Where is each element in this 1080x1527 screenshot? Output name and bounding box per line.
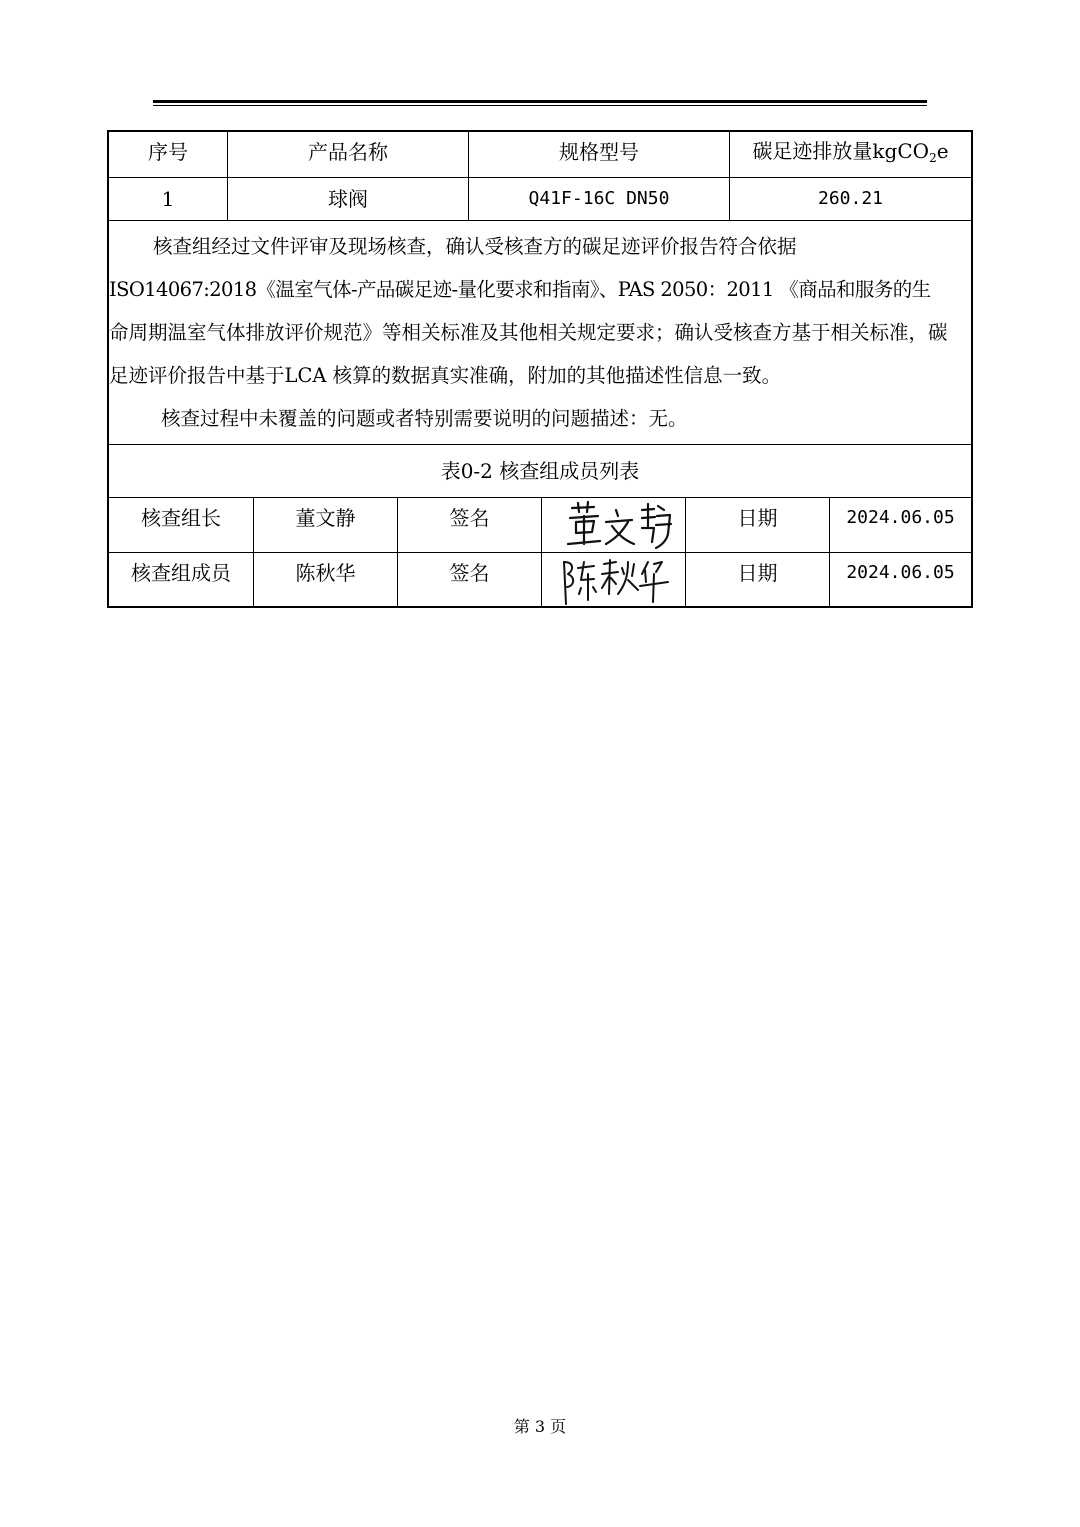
member-row-2-role [109, 553, 253, 593]
member-row-2-role-text: 核查组成员 [131, 561, 231, 585]
member-row-1-name-text: 董文静 [295, 506, 356, 530]
row-model [469, 178, 729, 220]
page-number: 第 3 页 [513, 1417, 567, 1436]
header-emission-subscript: 2 [929, 150, 937, 165]
conclusion-line-4-text: 足迹评价报告中基于LCA 核算的数据真实准确，附加的其他描述性信息一致。 [109, 364, 782, 387]
row-emission-text: 260.21 [817, 188, 884, 209]
header-rule [153, 100, 927, 107]
member-row-1-date [830, 498, 971, 538]
conclusion-line-2 [109, 268, 971, 311]
conclusion-line-5 [109, 397, 971, 440]
member-row-1-date-label [686, 498, 829, 538]
conclusion-line-3-text: 命周期温室气体排放评价规范》等相关标准及其他相关规定要求；确认受核查方基于相关标准，碳 [109, 321, 948, 344]
member-row-1-date-text: 2024.06.05 [846, 507, 955, 528]
header-index [109, 132, 227, 172]
member-row-1-role-text: 核查组长 [141, 506, 221, 530]
signature-chen-qiuhua [554, 554, 674, 608]
verification-table [107, 130, 973, 608]
row-emission [730, 178, 971, 220]
conclusion-line-3 [109, 311, 971, 354]
member-row-2-date-label-text: 日期 [737, 561, 778, 585]
header-emission-main: 碳足迹排放量kgCO [752, 138, 930, 163]
conclusion-line-4 [109, 354, 971, 397]
member-row-1-signature [542, 498, 685, 552]
conclusion-line-2-text: ISO14067:2018《温室气体-产品碳足迹-量化要求和指南》、PAS 2050：2011 《商品和服务的生 [109, 278, 931, 301]
header-model-text: 规格型号 [559, 140, 639, 164]
signature-dong-wenjing [554, 498, 674, 552]
conclusion-line-1-text: 核查组经过文件评审及现场核查，确认受核查方的碳足迹评价报告符合依据 [153, 235, 797, 258]
table1-bottom-divider [109, 220, 971, 221]
header-product-name [228, 132, 468, 172]
member-row-2-sign-label-text: 签名 [449, 561, 490, 585]
row-model-text: Q41F-16C DN50 [528, 188, 670, 209]
header-product-name-text: 产品名称 [308, 140, 388, 164]
member-row-1-date-label-text: 日期 [737, 506, 778, 530]
header-emission-tail: e [936, 138, 949, 163]
member-row-2-name-text: 陈秋华 [295, 561, 356, 585]
table2-caption [109, 445, 971, 497]
row-index [109, 178, 227, 220]
header-index-text: 序号 [148, 140, 188, 164]
member-row-2-date-text: 2024.06.05 [846, 562, 955, 583]
row-index-text: 1 [161, 187, 175, 211]
row-product-name [228, 178, 468, 220]
header-model [469, 132, 729, 172]
member-row-1-sign-label-text: 签名 [449, 506, 490, 530]
conclusion-line-1 [109, 225, 971, 268]
member-row-1-sign-label [398, 498, 541, 538]
header-emission [730, 132, 971, 172]
member-row-2-date-label [686, 553, 829, 593]
member-row-2-signature [542, 553, 685, 608]
member-row-2-sign-label [398, 553, 541, 593]
header-rule-thick [153, 100, 927, 103]
member-row-2-date [830, 553, 971, 593]
member-row-1-role [109, 498, 253, 538]
header-rule-thin [153, 105, 927, 106]
conclusion-line-5-text: 核查过程中未覆盖的问题或者特别需要说明的问题描述：无。 [161, 407, 688, 430]
row-product-name-text: 球阀 [328, 187, 368, 211]
table2-caption-text: 表0-2 核查组成员列表 [440, 459, 640, 483]
member-row-2-name [254, 553, 397, 593]
header-emission-text [752, 138, 949, 165]
member-row-1-name [254, 498, 397, 538]
